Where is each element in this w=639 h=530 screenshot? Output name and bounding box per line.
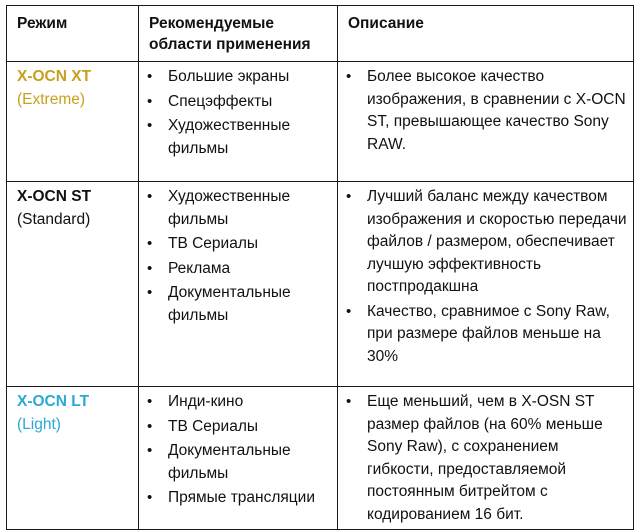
list-item-text: Прямые трансляции xyxy=(168,489,315,506)
list-item xyxy=(139,487,333,510)
list-item-text: Инди-кино xyxy=(168,393,244,410)
table-row xyxy=(7,62,634,182)
list-item-text: Лучший баланс между качеством изображения и скоростью передачи файлов / размером, обеспечивает лучшую эффективность постпродакшна xyxy=(367,188,627,295)
description-list xyxy=(338,186,629,368)
list-item-text: Качество, сравнимое с Sony Raw, при размере файлов меньше на 30% xyxy=(367,302,610,365)
mode-subtitle: (Extreme) xyxy=(17,91,86,108)
mode-name: X-OCN XT xyxy=(17,68,92,85)
mode-name: X-OCN ST xyxy=(17,188,92,205)
header-description: Описание xyxy=(338,6,634,62)
list-item xyxy=(338,391,629,526)
mode-cell xyxy=(7,182,139,387)
header-applications: Рекомендуемые области применения xyxy=(139,6,338,62)
list-item xyxy=(139,66,333,89)
list-item-text: Более высокое качество изображения, в сравнении с X-OCN ST, превышающее качество Sony RAW. xyxy=(367,68,626,153)
description-list xyxy=(338,391,629,526)
list-item xyxy=(338,66,629,156)
list-item-text: Художественные фильмы xyxy=(168,117,291,157)
description-cell xyxy=(338,387,634,530)
list-item-text: ТВ Сериалы xyxy=(168,235,259,252)
bullet-icon: • xyxy=(346,302,352,320)
list-item xyxy=(139,186,333,231)
list-item xyxy=(338,186,629,299)
table-header-row xyxy=(7,6,634,62)
description-cell xyxy=(338,182,634,387)
applications-cell xyxy=(139,387,338,530)
bullet-icon: • xyxy=(346,393,352,410)
list-item-text: Спецэффекты xyxy=(168,92,273,110)
modes-table xyxy=(6,5,634,530)
list-item xyxy=(139,233,333,256)
bullet-icon: • xyxy=(147,92,153,110)
bullet-icon: • xyxy=(147,393,153,410)
description-list xyxy=(338,66,629,156)
bullet-icon: • xyxy=(147,68,153,85)
list-item-text: Документальные фильмы xyxy=(168,284,291,324)
applications-list xyxy=(139,186,333,327)
mode-subtitle: (Standard) xyxy=(17,211,91,228)
mode-cell xyxy=(7,62,139,182)
list-item xyxy=(139,115,333,160)
applications-cell xyxy=(139,182,338,387)
list-item xyxy=(139,440,333,485)
list-item-text: Реклама xyxy=(168,259,231,277)
bullet-icon: • xyxy=(147,417,153,435)
table-row xyxy=(7,182,634,387)
bullet-icon: • xyxy=(147,188,153,205)
list-item xyxy=(139,91,333,114)
bullet-icon: • xyxy=(147,284,153,301)
list-item xyxy=(338,301,629,369)
list-item-text: Художественные фильмы xyxy=(168,188,291,228)
bullet-icon: • xyxy=(346,188,352,205)
list-item xyxy=(139,416,333,439)
mode-cell xyxy=(7,387,139,530)
bullet-icon: • xyxy=(147,442,153,459)
bullet-icon: • xyxy=(147,235,153,252)
list-item-text: ТВ Сериалы xyxy=(168,417,259,435)
description-cell xyxy=(338,62,634,182)
applications-list xyxy=(139,66,333,160)
applications-list xyxy=(139,391,333,510)
table-row xyxy=(7,387,634,530)
bullet-icon: • xyxy=(147,117,153,134)
list-item xyxy=(139,282,333,327)
list-item-text: Документальные фильмы xyxy=(168,442,291,482)
header-mode: Режим xyxy=(7,6,139,62)
list-item xyxy=(139,258,333,281)
mode-subtitle: (Light) xyxy=(17,416,61,433)
list-item-text: Еще меньший, чем в X-OSN ST размер файлов (на 60% меньше Sony Raw), с сохранением гибкости, предоставляемой постоянным битрейтом с кодированием 16 бит. xyxy=(367,393,603,523)
bullet-icon: • xyxy=(346,68,352,85)
list-item-text: Большие экраны xyxy=(168,68,290,85)
mode-name: X-OCN LT xyxy=(17,393,90,410)
list-item xyxy=(139,391,333,414)
bullet-icon: • xyxy=(147,259,153,277)
applications-cell xyxy=(139,62,338,182)
bullet-icon: • xyxy=(147,489,153,506)
